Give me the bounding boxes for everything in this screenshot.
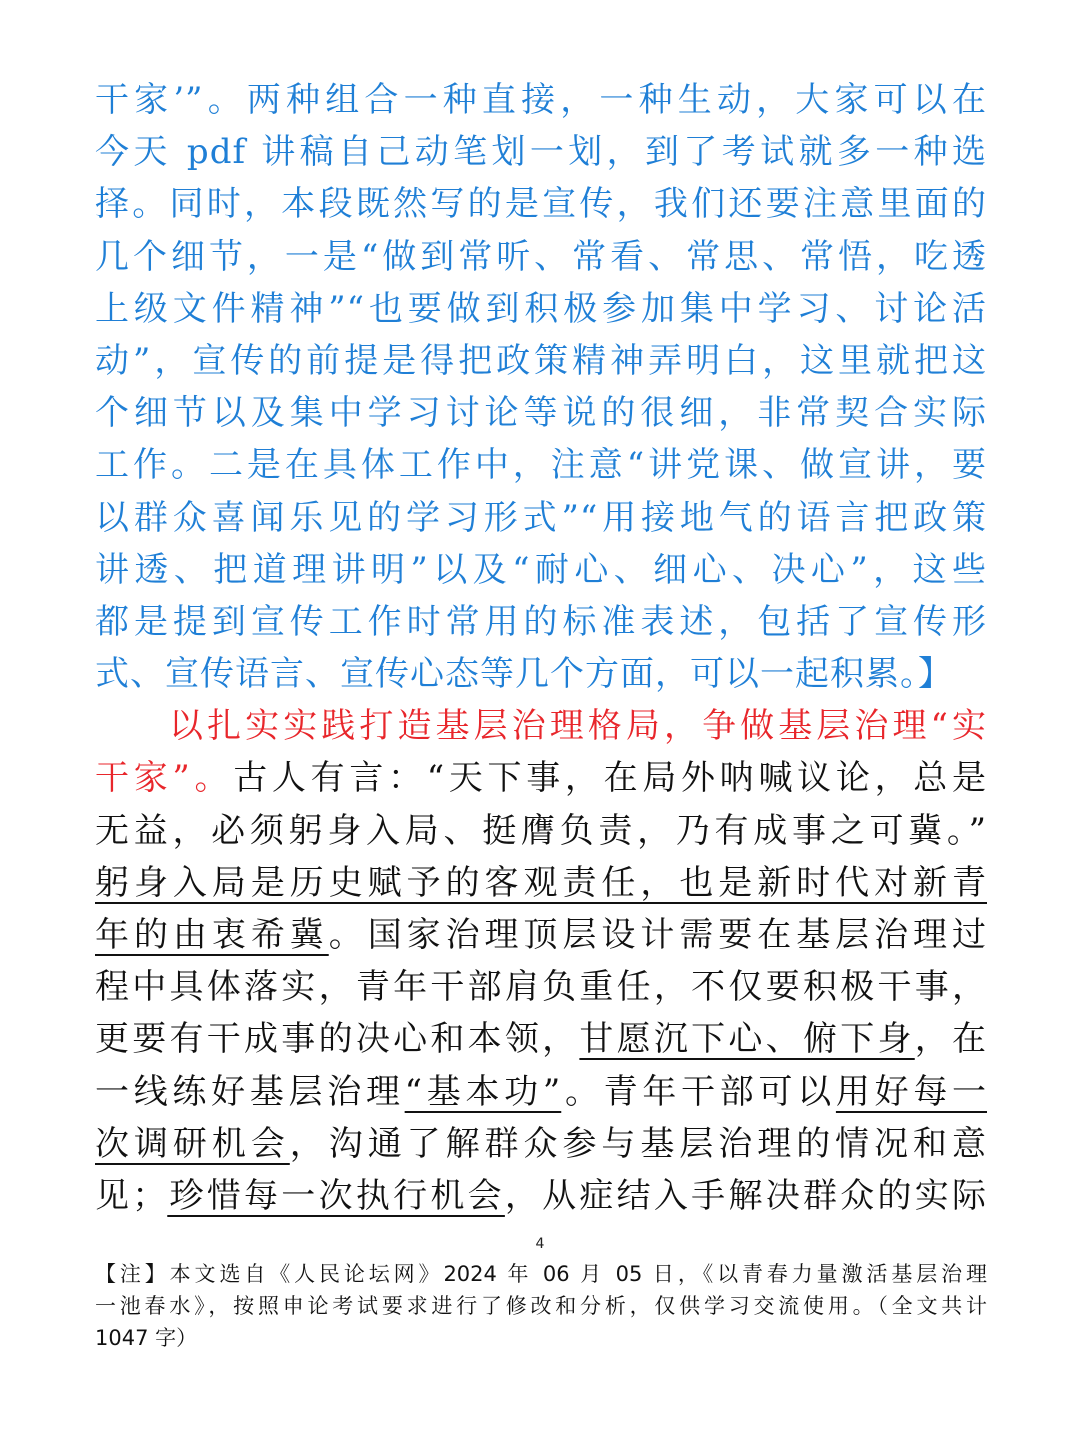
- paragraph-text: 。国家治理顶层设计需要在基层治理过: [328, 915, 987, 955]
- paragraph-line: [95, 1170, 987, 1222]
- section-heading: 以扎实实践打造基层治理格局，争做基层治理“实: [169, 706, 987, 747]
- body-text: [95, 74, 987, 1222]
- section-heading-end: 干家”。: [95, 758, 234, 799]
- underlined-phrase: 用好每一: [835, 1071, 987, 1112]
- analysis-line: 都是提到宣传工作时常用的标准表述，包括了宣传形: [95, 601, 987, 642]
- page-number: 4: [535, 1236, 545, 1252]
- analysis-line: 干家’”。两种组合一种直接，一种生动，大家可以在: [95, 80, 987, 120]
- underlined-phrase: 年的由衷希冀: [95, 915, 329, 955]
- paragraph-line: [95, 909, 987, 961]
- paragraph-text: ，在: [914, 1019, 987, 1060]
- analysis-line: 上级文件精神”“也要做到积极参加集中学习、讨论活: [95, 288, 987, 329]
- paragraph-text: ，从症结入手解决群众的实际: [504, 1175, 987, 1216]
- paragraph-line: 程中具体落实，青年干部肩负重任，不仅要积极干事，: [95, 967, 987, 1008]
- underlined-phrase: 珍惜每一次执行机会: [167, 1175, 505, 1216]
- paragraph-text: ，沟通了解群众参与基层治理的情况和意: [289, 1123, 987, 1164]
- analysis-line: 择。同时，本段既然写的是宣传，我们还要注意里面的: [95, 184, 987, 225]
- underlined-phrase: 躬身入局是历史赋予的客观责任，也是新时代对新青: [95, 862, 987, 903]
- analysis-line: 今天 pdf 讲稿自己动笔划一划，到了考试就多一种选: [95, 132, 987, 173]
- paragraph-line: [95, 1013, 987, 1065]
- analysis-line: 工作。二是在具体工作中，注意“讲党课、做宣讲，要: [95, 445, 987, 486]
- paragraph-line: [95, 1118, 987, 1170]
- paragraph-line: [95, 752, 987, 804]
- note-line: 1047 字）: [95, 1326, 198, 1350]
- paragraph-text: 一线练好基层治理: [95, 1071, 405, 1112]
- paragraph-text: 更要有干成事的决心和本领，: [95, 1019, 580, 1060]
- note-line: 【注】本文选自《人民论坛网》2024 年 06 月 05 日，《以青春力量激活基层治理: [95, 1262, 987, 1286]
- paragraph-line: [95, 857, 987, 909]
- source-note: [95, 1258, 987, 1354]
- analysis-line: 式、宣传语言、宣传心态等几个方面，可以一起积累。】: [95, 654, 953, 695]
- paragraph-text: 古人有言：“天下事，在局外呐喊议论，总是: [233, 758, 987, 799]
- analysis-line: 个细节以及集中学习讨论等说的很细，非常契合实际: [95, 393, 987, 434]
- underlined-phrase: “基本功”: [404, 1071, 562, 1112]
- paragraph-text: 见；: [95, 1175, 168, 1216]
- analysis-line: 几个细节，一是“做到常听、常看、常思、常悟，吃透: [95, 236, 987, 277]
- paragraph-line: 无益，必须躬身入局、挺膺负责，乃有成事之可冀。”: [95, 810, 987, 851]
- analysis-line: 讲透、把道理讲明”以及“耐心、细心、决心”，这些: [95, 549, 987, 590]
- note-line: 一池春水》，按照申论考试要求进行了修改和分析，仅供学习交流使用。（全文共计: [95, 1294, 987, 1318]
- analysis-line: 以群众喜闻乐见的学习形式”“用接地气的语言把政策: [95, 497, 987, 538]
- analysis-line: 动”，宣传的前提是得把政策精神弄明白，这里就把这: [95, 340, 987, 381]
- underlined-phrase: 甘愿沉下心、俯下身: [579, 1019, 915, 1060]
- paragraph-text: 。青年干部可以: [561, 1071, 836, 1112]
- paragraph-line: [95, 1066, 987, 1118]
- underlined-phrase: 次调研机会: [95, 1123, 290, 1164]
